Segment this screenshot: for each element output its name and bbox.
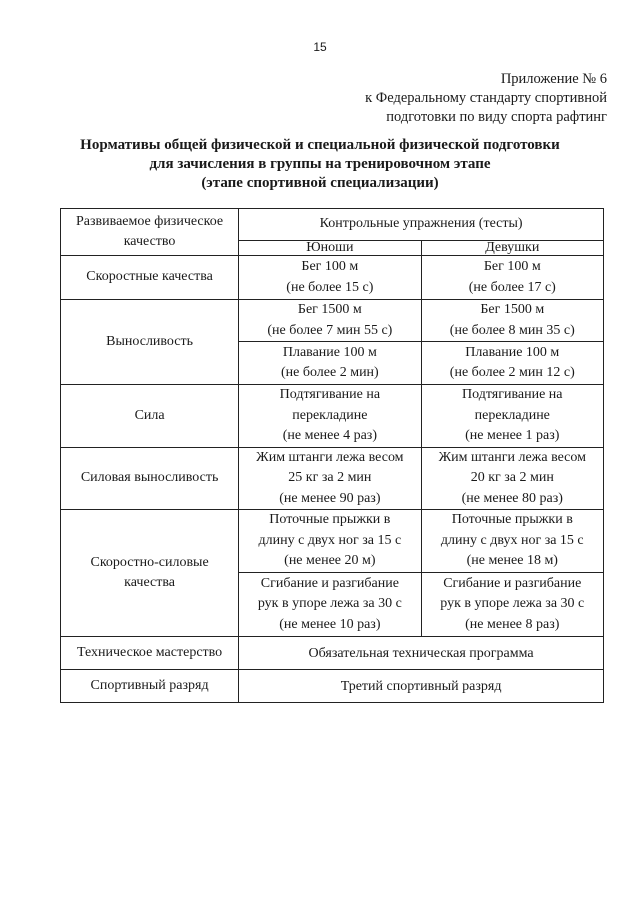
test-cell: Поточные прыжки в длину с двух ног за 15 с (не менее 18 м): [421, 510, 603, 573]
annex-line: к Федеральному стандарту спортивной: [365, 90, 607, 106]
table-row: [61, 510, 604, 573]
header-quality: Развиваемое физическое качество: [61, 209, 239, 256]
annex-line: Приложение № 6: [500, 71, 607, 87]
quality-cell: Скоростные качества: [61, 256, 239, 300]
header-boys: Юноши: [239, 241, 421, 256]
quality-cell: Сила: [61, 385, 239, 448]
document-title: [0, 136, 640, 193]
header-tests: Контрольные упражнения (тесты): [239, 209, 604, 241]
norms-table: [60, 208, 604, 703]
title-line: (этапе спортивной специализации): [201, 175, 439, 191]
test-cell: Поточные прыжки в длину с двух ног за 15 с (не менее 20 м): [239, 510, 421, 573]
table-row: [61, 447, 604, 510]
annex-line: подготовки по виду спорта рафтинг: [386, 109, 607, 125]
test-cell: Подтягивание на перекладине (не менее 1 раз): [421, 385, 603, 448]
test-cell: Сгибание и разгибание рук в упоре лежа за 30 с (не менее 10 раз): [239, 573, 421, 637]
annex-heading: [365, 70, 607, 127]
quality-cell: Силовая выносливость: [61, 447, 239, 510]
test-cell: Обязательная техническая программа: [239, 637, 604, 670]
table-row: [61, 256, 604, 300]
quality-cell: Техническое мастерство: [61, 637, 239, 670]
title-line: для зачисления в группы на тренировочном этапе: [149, 156, 491, 172]
test-cell: Сгибание и разгибание рук в упоре лежа за 30 с (не менее 8 раз): [421, 573, 603, 637]
table-header-row: [61, 209, 604, 241]
quality-cell: Выносливость: [61, 300, 239, 385]
test-cell: Третий спортивный разряд: [239, 670, 604, 703]
test-cell: Подтягивание на перекладине (не менее 4 раз): [239, 385, 421, 448]
title-line: Нормативы общей физической и специальной физической подготовки: [80, 137, 560, 153]
test-cell: Плавание 100 м (не более 2 мин 12 с): [421, 342, 603, 385]
test-cell: Жим штанги лежа весом 25 кг за 2 мин (не менее 90 раз): [239, 447, 421, 510]
test-cell: Жим штанги лежа весом 20 кг за 2 мин (не менее 80 раз): [421, 447, 603, 510]
test-cell: Плавание 100 м (не более 2 мин): [239, 342, 421, 385]
table-row: [61, 300, 604, 342]
test-cell: Бег 100 м (не более 15 с): [239, 256, 421, 300]
test-cell: Бег 1500 м (не более 7 мин 55 с): [239, 300, 421, 342]
table-row: [61, 637, 604, 670]
table-row: [61, 385, 604, 448]
table-row: [61, 670, 604, 703]
header-girls: Девушки: [421, 241, 603, 256]
quality-cell: Скоростно-силовые качества: [61, 510, 239, 637]
test-cell: Бег 100 м (не более 17 с): [421, 256, 603, 300]
quality-cell: Спортивный разряд: [61, 670, 239, 703]
page-number: 15: [313, 40, 327, 54]
test-cell: Бег 1500 м (не более 8 мин 35 с): [421, 300, 603, 342]
